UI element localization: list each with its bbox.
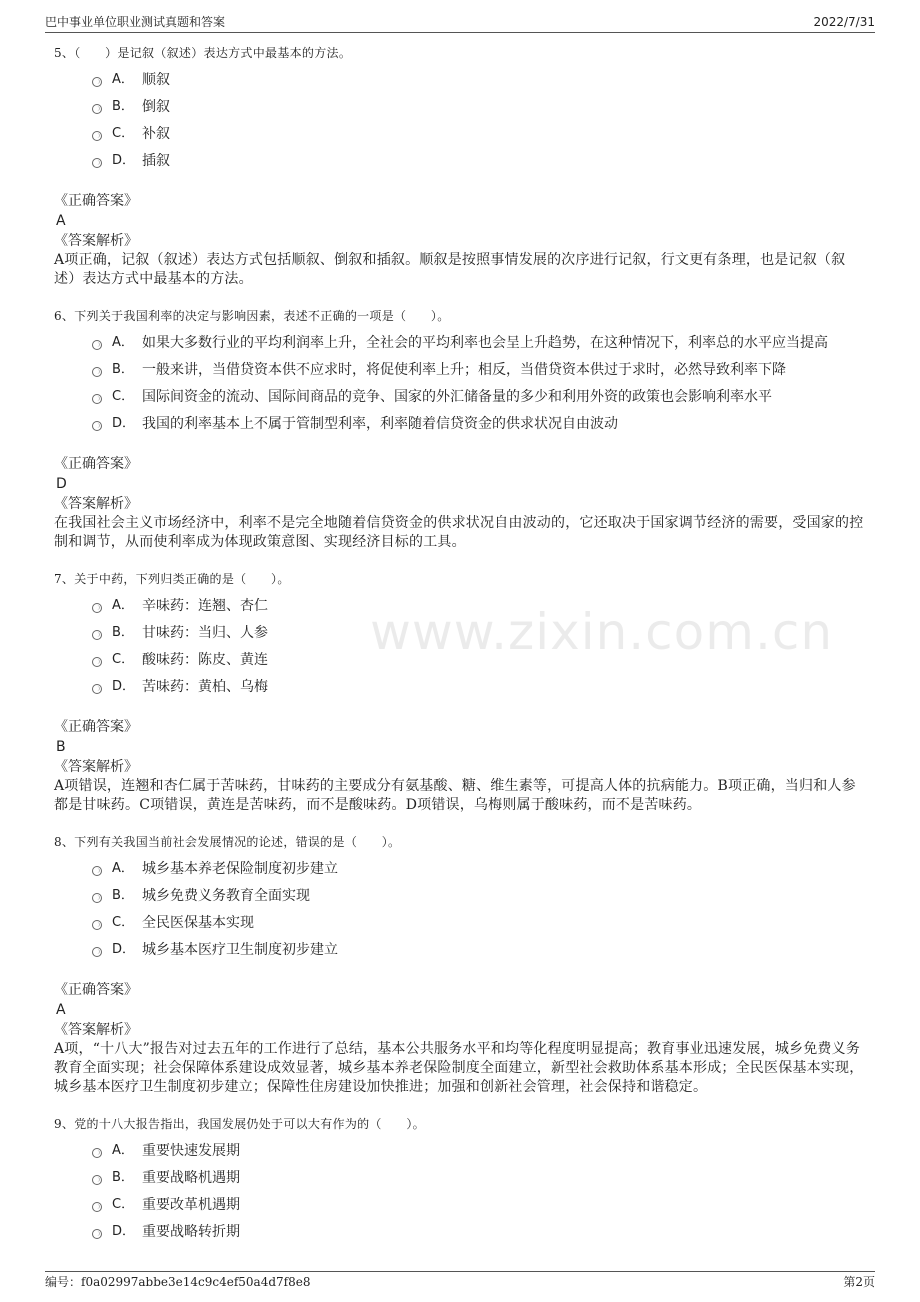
- option-list: [92, 594, 864, 699]
- option-letter: D．: [112, 153, 136, 168]
- option-item[interactable]: [92, 122, 864, 146]
- option-item[interactable]: [92, 621, 864, 645]
- option-text: 重要战略机遇期: [142, 1170, 240, 1186]
- option-letter: C．: [112, 389, 135, 404]
- option-item[interactable]: [92, 1166, 864, 1190]
- question-block: [54, 1115, 864, 1244]
- option-item[interactable]: [92, 331, 864, 355]
- option-text: 辛味药：连翘、杏仁: [142, 598, 268, 614]
- option-item[interactable]: [92, 648, 864, 672]
- radio-button-icon[interactable]: [92, 104, 102, 114]
- analysis-label: 《答案解析》: [54, 759, 138, 775]
- document-title: 巴中事业单位职业测试真题和答案: [45, 15, 226, 29]
- option-letter: B．: [112, 362, 134, 377]
- answer-section: [54, 454, 864, 552]
- question-stem: 5、（ ）是记叙（叙述）表达方式中最基本的方法。: [54, 46, 352, 60]
- option-text: 城乡免费义务教育全面实现: [142, 888, 310, 904]
- option-text: 顺叙: [142, 72, 170, 88]
- answer-section: [54, 717, 864, 815]
- radio-button-icon[interactable]: [92, 367, 102, 377]
- option-letter: A．: [112, 861, 134, 876]
- radio-button-icon[interactable]: [92, 1229, 102, 1239]
- option-letter: C．: [112, 652, 135, 667]
- radio-button-icon[interactable]: [92, 1175, 102, 1185]
- option-text: 重要改革机遇期: [142, 1197, 240, 1213]
- radio-button-icon[interactable]: [92, 421, 102, 431]
- option-letter: C．: [112, 126, 135, 141]
- option-letter: B．: [112, 1170, 134, 1185]
- radio-button-icon[interactable]: [92, 893, 102, 903]
- option-text: 酸味药：陈皮、黄连: [142, 652, 268, 668]
- radio-button-icon[interactable]: [92, 947, 102, 957]
- analysis-label: 《答案解析》: [54, 1022, 138, 1038]
- option-item[interactable]: [92, 1193, 864, 1217]
- radio-button-icon[interactable]: [92, 1148, 102, 1158]
- answer-section: [54, 191, 864, 289]
- radio-button-icon[interactable]: [92, 630, 102, 640]
- option-letter: B．: [112, 99, 134, 114]
- option-letter: C．: [112, 1197, 135, 1212]
- option-letter: A．: [112, 72, 134, 87]
- option-item[interactable]: [92, 857, 864, 881]
- radio-button-icon[interactable]: [92, 603, 102, 613]
- radio-button-icon[interactable]: [92, 684, 102, 694]
- correct-answer-label: 《正确答案》: [54, 982, 138, 998]
- option-letter: D．: [112, 416, 136, 431]
- option-letter: A．: [112, 598, 134, 613]
- option-letter: B．: [112, 625, 134, 640]
- correct-answer-label: 《正确答案》: [54, 456, 138, 472]
- option-letter: D．: [112, 1224, 136, 1239]
- radio-button-icon[interactable]: [92, 657, 102, 667]
- option-text: 一般来讲，当借贷资本供不应求时，将促使利率上升；相反，当借贷资本供过于求时，必然导致利率下降: [142, 362, 786, 378]
- question-stem: 8、下列有关我国当前社会发展情况的论述，错误的是（ ）。: [54, 835, 401, 849]
- analysis-text: A项正确，记叙（叙述）表达方式包括顺叙、倒叙和插叙。顺叙是按照事情发展的次序进行记叙，行文更有条理，也是记叙（叙述）表达方式中最基本的方法。: [54, 252, 846, 287]
- document-date: 2022/7/31: [813, 15, 875, 29]
- analysis-label: 《答案解析》: [54, 233, 138, 249]
- option-item[interactable]: [92, 385, 864, 409]
- option-text: 我国的利率基本上不属于管制型利率，利率随着信贷资金的供求状况自由波动: [142, 416, 618, 432]
- option-item[interactable]: [92, 95, 864, 119]
- question-block: [54, 44, 864, 307]
- option-text: 苦味药：黄柏、乌梅: [142, 679, 268, 695]
- correct-answer-label: 《正确答案》: [54, 193, 138, 209]
- option-item[interactable]: [92, 1139, 864, 1163]
- correct-answer-value: D: [56, 476, 67, 492]
- page-footer: [45, 1271, 875, 1294]
- option-text: 重要快速发展期: [142, 1143, 240, 1159]
- option-text: 补叙: [142, 126, 170, 142]
- question-list: [54, 44, 864, 1247]
- option-item[interactable]: [92, 1220, 864, 1244]
- option-item[interactable]: [92, 358, 864, 382]
- option-text: 如果大多数行业的平均利润率上升，全社会的平均利率也会呈上升趋势，在这种情况下，利率总的水平应当提高: [142, 335, 828, 351]
- question-stem: 6、下列关于我国利率的决定与影响因素，表述不正确的一项是（ ）。: [54, 309, 450, 323]
- analysis-text: 在我国社会主义市场经济中，利率不是完全地随着信贷资金的供求状况自由波动的，它还取决于国家调节经济的需要，受国家的控制和调节，从而使利率成为体现政策意图、实现经济目标的工具。: [54, 515, 864, 550]
- option-list: [92, 857, 864, 962]
- question-stem: 9、党的十八大报告指出，我国发展仍处于可以大有作为的（ ）。: [54, 1117, 425, 1131]
- option-text: 国际间资金的流动、国际间商品的竞争、国家的外汇储备量的多少和利用外资的政策也会影响利率水平: [142, 389, 772, 405]
- question-block: [54, 833, 864, 1115]
- option-text: 重要战略转折期: [142, 1224, 240, 1240]
- option-item[interactable]: [92, 594, 864, 618]
- radio-button-icon[interactable]: [92, 340, 102, 350]
- correct-answer-value: A: [56, 1002, 66, 1018]
- option-list: [92, 1139, 864, 1244]
- option-item[interactable]: [92, 938, 864, 962]
- option-letter: A．: [112, 1143, 134, 1158]
- radio-button-icon[interactable]: [92, 394, 102, 404]
- radio-button-icon[interactable]: [92, 131, 102, 141]
- option-item[interactable]: [92, 884, 864, 908]
- option-text: 插叙: [142, 153, 170, 169]
- question-stem: 7、关于中药，下列归类正确的是（ ）。: [54, 572, 290, 586]
- option-item[interactable]: [92, 412, 864, 436]
- option-text: 城乡基本医疗卫生制度初步建立: [142, 942, 338, 958]
- option-item[interactable]: [92, 149, 864, 173]
- option-letter: D．: [112, 679, 136, 694]
- option-text: 全民医保基本实现: [142, 915, 254, 931]
- document-code: 编号：f0a02997abbe3e14c9c4ef50a4d7f8e8: [45, 1275, 311, 1289]
- option-text: 倒叙: [142, 99, 170, 115]
- correct-answer-label: 《正确答案》: [54, 719, 138, 735]
- answer-section: [54, 980, 864, 1097]
- option-letter: B．: [112, 888, 134, 903]
- analysis-text: A项错误，连翘和杏仁属于苦味药，甘味药的主要成分有氨基酸、糖、维生素等，可提高人体的抗病能力。B项正确，当归和人参都是甘味药。C项错误，黄连是苦味药，而不是酸味药。D项错误，乌梅则属于酸味药，而不是苦味药。: [54, 778, 856, 813]
- watermark: www.zixin.com.cn: [370, 603, 834, 661]
- analysis-text: A项，“十八大”报告对过去五年的工作进行了总结，基本公共服务水平和均等化程度明显提高；教育事业迅速发展，城乡免费义务教育全面实现；社会保障体系建设成效显著，城乡基本养老保险制度全面建立，新型社会救助体系基本形成；全民医保基本实现，城乡基本医疗卫生制度初步建立；保障性住房建设加快推进；加强和创新社会管理，社会保持和谐稳定。: [54, 1041, 864, 1095]
- question-block: [54, 570, 864, 833]
- analysis-label: 《答案解析》: [54, 496, 138, 512]
- question-block: [54, 307, 864, 570]
- correct-answer-value: B: [56, 739, 66, 755]
- page-number: 第2页: [843, 1275, 875, 1289]
- radio-button-icon[interactable]: [92, 1202, 102, 1212]
- option-list: [92, 68, 864, 173]
- radio-button-icon[interactable]: [92, 920, 102, 930]
- option-text: 城乡基本养老保险制度初步建立: [142, 861, 338, 877]
- page-header: [45, 10, 875, 33]
- option-text: 甘味药：当归、人参: [142, 625, 268, 641]
- option-item[interactable]: [92, 911, 864, 935]
- option-letter: A．: [112, 335, 134, 350]
- option-item[interactable]: [92, 68, 864, 92]
- option-letter: D．: [112, 942, 136, 957]
- radio-button-icon[interactable]: [92, 158, 102, 168]
- correct-answer-value: A: [56, 213, 66, 229]
- radio-button-icon[interactable]: [92, 77, 102, 87]
- option-list: [92, 331, 864, 436]
- radio-button-icon[interactable]: [92, 866, 102, 876]
- option-letter: C．: [112, 915, 135, 930]
- option-item[interactable]: [92, 675, 864, 699]
